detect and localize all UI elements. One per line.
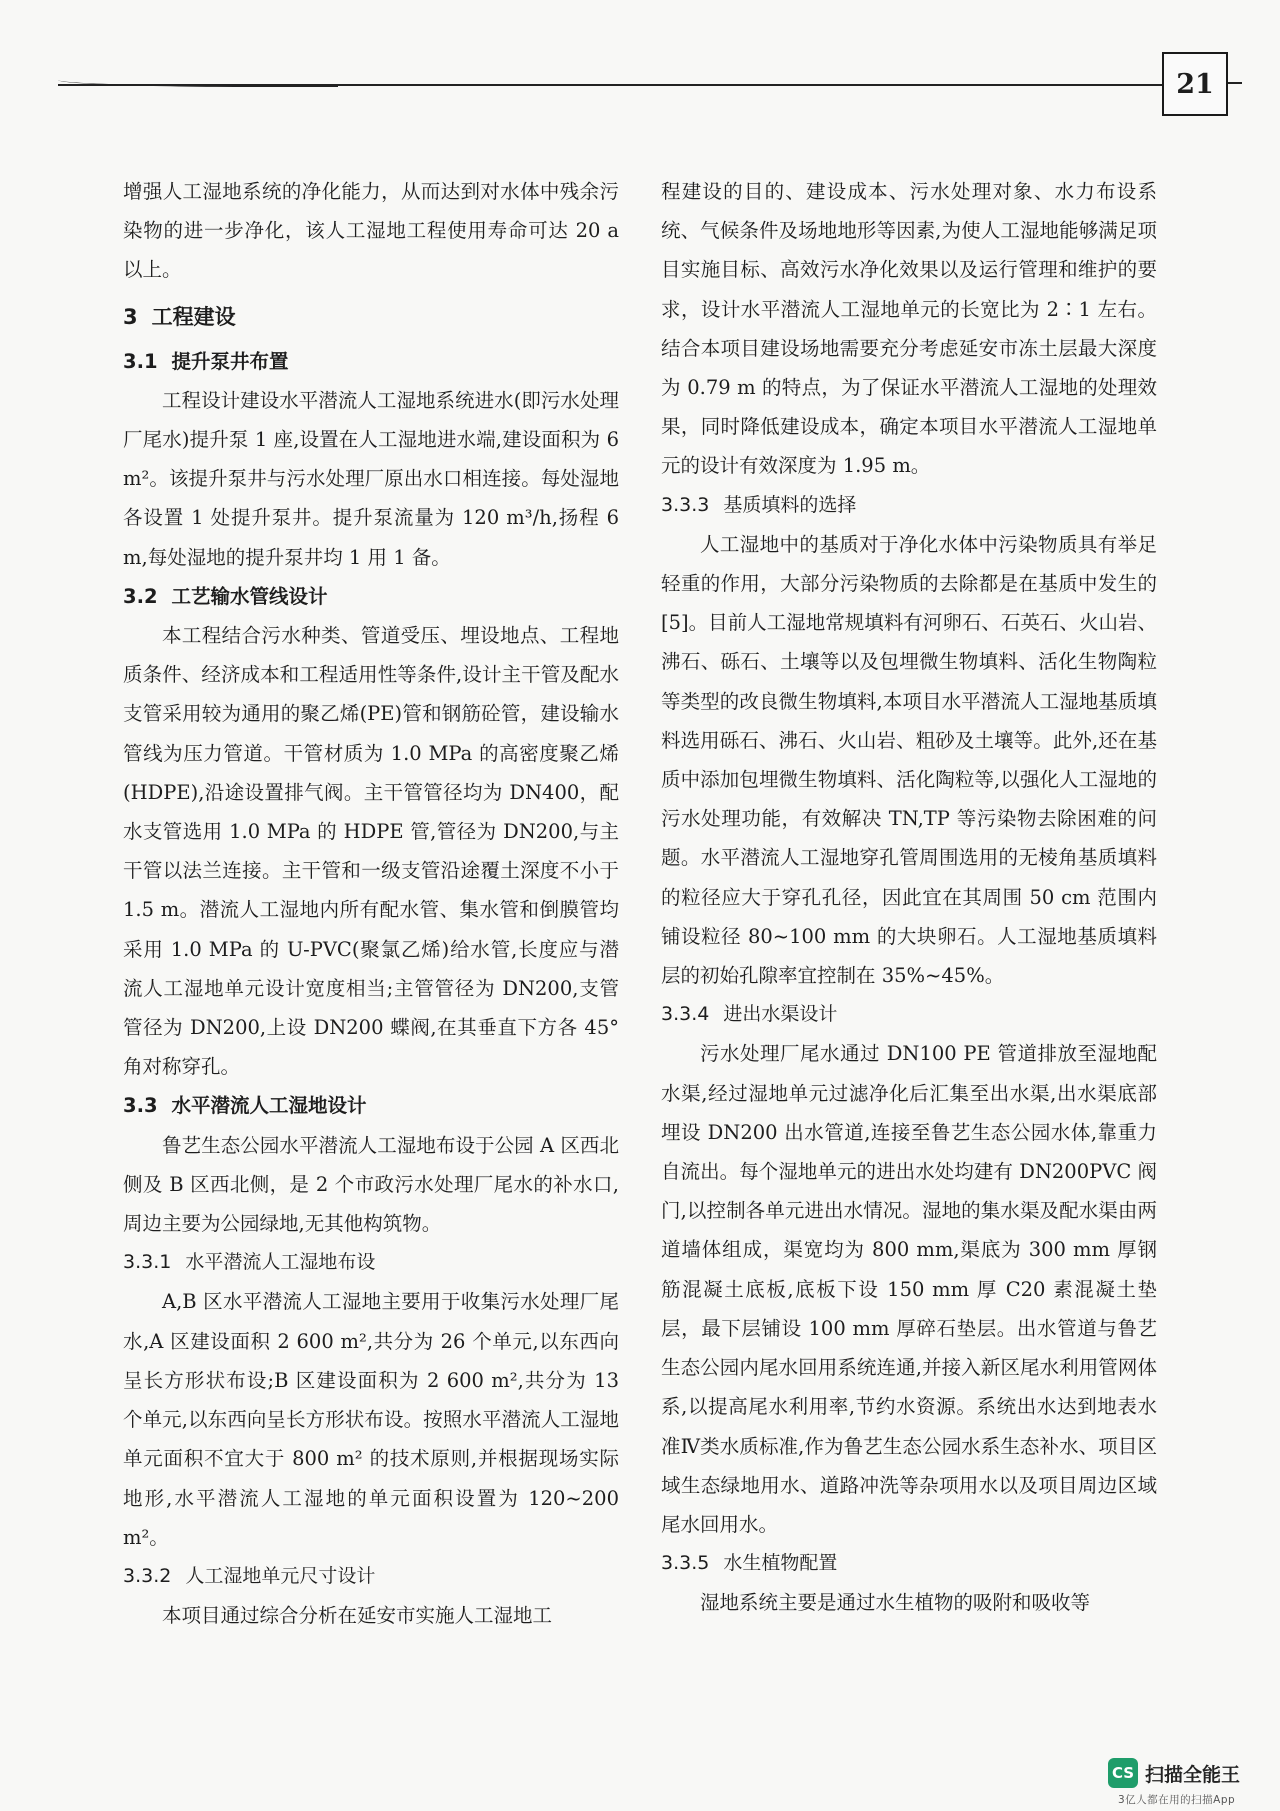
- section-number: 3.2: [123, 584, 158, 608]
- paragraph: 污水处理厂尾水通过 DN100 PE 管道排放至湿地配水渠,经过湿地单元过滤净化后汇集至出水渠,出水渠底部埋设 DN200 出水管道,连接至鲁艺生态公园水体,靠重力自流出。每个湿地单元的进出水处均建有 DN200PVC 阀门,以控制各单元进出水情况。湿地的集水渠及配水渠由两道墙体组成，渠宽均为 800 mm,渠底为 300 mm 厚钢筋混凝土底板,底板下设 150 mm 厚 C20 素混凝土垫层，最下层铺设 100 mm 厚碎石垫层。出水管道与鲁艺生态公园内尾水回用系统连通,并接入新区尾水利用管网体系,以提高尾水利用率,节约水资源。系统出水达到地表水准Ⅳ类水质标准,作为鲁艺生态公园水系生态补水、项目区域生态绿地用水、道路冲洗等杂项用水以及项目周边区域尾水回用水。: [661, 1042, 1157, 1536]
- section-title: 水生植物配置: [723, 1552, 838, 1575]
- section-number: 3.3.1: [123, 1251, 172, 1274]
- section-heading: [123, 297, 619, 337]
- section-title: 工程建设: [151, 304, 236, 329]
- left-column: [123, 172, 619, 1635]
- section-heading: [661, 486, 1157, 525]
- paragraph: 人工湿地中的基质对于净化水体中污染物质具有举足轻重的作用，大部分污染物质的去除都是在基质中发生的[5]。目前人工湿地常规填料有河卵石、石英石、火山岩、沸石、砾石、土壤等以及包埋微生物填料、活化生物陶粒等类型的改良微生物填料,本项目水平潜流人工湿地基质填料选用砾石、沸石、火山岩、粗砂及土壤等。此外,还在基质中添加包埋微生物填料、活化陶粒等,以强化人工湿地的污水处理功能，有效解决 TN,TP 等污染物去除困难的问题。水平潜流人工湿地穿孔管周围选用的无棱角基质填料的粒径应大于穿孔孔径，因此宜在其周围 50 cm 范围内铺设粒径 80~100 mm 的大块卵石。人工湿地基质填料层的初始孔隙率宜控制在 35%~45%。: [661, 532, 1157, 988]
- section-title: 进出水渠设计: [723, 1003, 838, 1026]
- scanner-watermark: [1108, 1758, 1276, 1808]
- section-title: 人工湿地单元尺寸设计: [185, 1564, 376, 1587]
- section-heading: [661, 1544, 1157, 1583]
- paragraph: 湿地系统主要是通过水生植物的吸附和吸收等: [700, 1591, 1091, 1615]
- right-column: [661, 172, 1157, 1623]
- paragraph: 本工程结合污水种类、管道受压、埋设地点、工程地质条件、经济成本和工程适用性等条件,设计主干管及配水支管采用较为通用的聚乙烯(PE)管和钢筋砼管，建设输水管线为压力管道。干管材质为 1.0 MPa 的高密度聚乙烯(HDPE),沿途设置排气阀。主干管管径均为 DN400，配水支管选用 1.0 MPa 的 HDPE 管,管径为 DN200,与主干管以法兰连接。主干管和一级支管沿途覆土深度不小于 1.5 m。潜流人工湿地内所有配水管、集水管和倒膜管均采用 1.0 MPa 的 U-PVC(聚氯乙烯)给水管,长度应与潜流人工湿地单元设计宽度相当;主管管径为 DN200,支管管径为 DN200,上设 DN200 蝶阀,在其垂直下方各 45°角对称穿孔。: [123, 624, 619, 1079]
- camscanner-logo-icon: CS: [1108, 1758, 1138, 1788]
- section-number: 3.3.3: [661, 493, 710, 516]
- page-number: 21: [1162, 52, 1228, 116]
- section-number: 3.3.4: [661, 1003, 710, 1026]
- section-title: 工艺输水管线设计: [171, 584, 328, 608]
- paragraph: 本项目通过综合分析在延安市实施人工湿地工: [162, 1604, 553, 1628]
- paragraph: 增强人工湿地系统的净化能力，从而达到对水体中残余污染物的进一步净化，该人工湿地工程使用寿命可达 20 a 以上。: [123, 180, 619, 282]
- section-number: 3.1: [123, 349, 158, 373]
- paragraph: 鲁艺生态公园水平潜流人工湿地布设于公园 A 区西北侧及 B 区西北侧，是 2 个市政污水处理厂尾水的补水口,周边主要为公园绿地,无其他构筑物。: [123, 1133, 619, 1236]
- header-rule: [58, 84, 1163, 86]
- section-number: 3: [123, 304, 138, 329]
- section-heading: [123, 1557, 619, 1596]
- watermark-name: 扫描全能王: [1145, 1764, 1241, 1786]
- paragraph: A,B 区水平潜流人工湿地主要用于收集污水处理厂尾水,A 区建设面积 2 600 m²,共分为 26 个单元,以东西向呈长方形状布设;B 区建设面积为 2 600 m²,共分为 13 个单元,以东西向呈长方形状布设。按照水平潜流人工湿地单元面积不宜大于 800 m² 的技术原则,并根据现场实际地形,水平潜流人工湿地的单元面积设置为 120~200 m²。: [123, 1290, 619, 1549]
- watermark-tagline: 3亿人都在用的扫描App: [1118, 1794, 1236, 1806]
- paragraph: 工程设计建设水平潜流人工湿地系统进水(即污水处理厂尾水)提升泵 1 座,设置在人工湿地进水端,建设面积为 6 m²。该提升泵井与污水处理厂原出水口相连接。每处湿地各设置 1 处提升泵井。提升泵流量为 120 m³/h,扬程 6 m,每处湿地的提升泵井均 1 用 1 备。: [123, 388, 619, 569]
- section-title: 水平潜流人工湿地布设: [185, 1251, 376, 1274]
- page-number-tick: [1228, 82, 1242, 84]
- section-heading: [123, 342, 619, 381]
- section-heading: [123, 577, 619, 616]
- paragraph: 程建设的目的、建设成本、污水处理对象、水力布设系统、气候条件及场地地形等因素,为使人工湿地能够满足项目实施目标、高效污水净化效果以及运行管理和维护的要求，设计水平潜流人工湿地单元的长宽比为 2∶1 左右。结合本项目建设场地需要充分考虑延安市冻土层最大深度为 0.79 m 的特点，为了保证水平潜流人工湿地的处理效果，同时降低建设成本，确定本项目水平潜流人工湿地单元的设计有效深度为 1.95 m。: [661, 180, 1157, 478]
- section-title: 水平潜流人工湿地设计: [171, 1094, 367, 1118]
- section-number: 3.3.2: [123, 1564, 172, 1587]
- section-title: 基质填料的选择: [723, 493, 857, 516]
- section-heading: [123, 1086, 619, 1125]
- section-number: 3.3: [123, 1094, 158, 1118]
- section-number: 3.3.5: [661, 1552, 710, 1575]
- section-heading: [661, 995, 1157, 1034]
- section-heading: [123, 1243, 619, 1282]
- section-title: 提升泵井布置: [171, 349, 289, 373]
